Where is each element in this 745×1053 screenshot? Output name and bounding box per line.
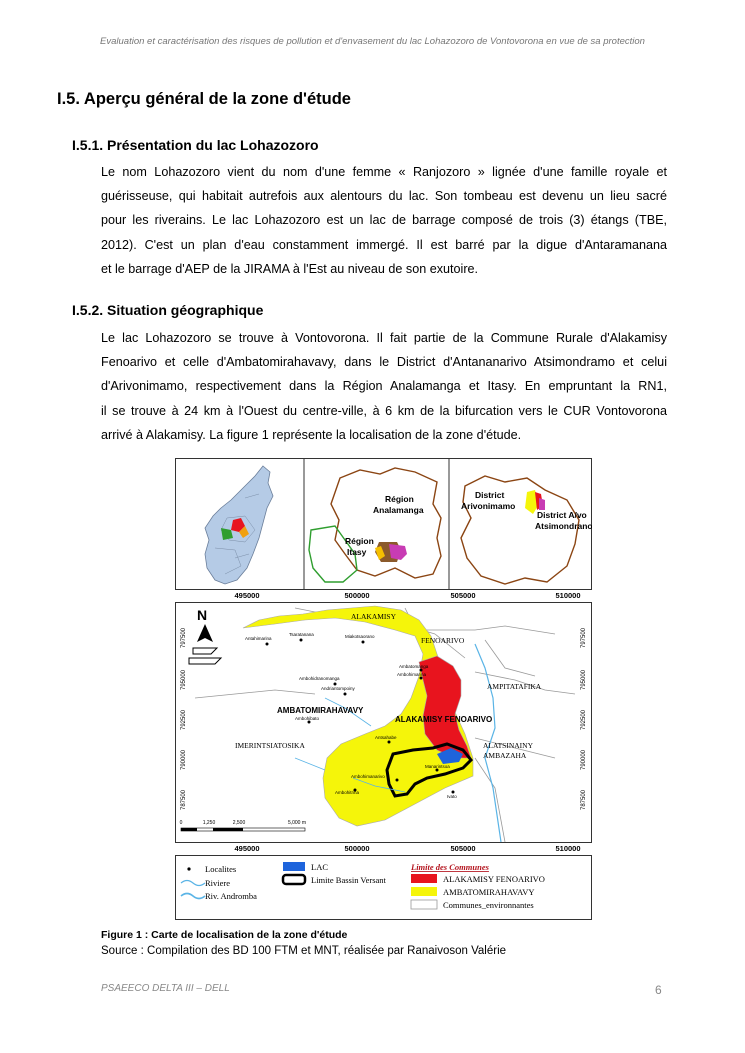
- north-label: N: [197, 607, 208, 623]
- x-tick-bottom: 500000: [344, 844, 370, 853]
- scale-label: 5,000 m: [287, 820, 307, 826]
- label-district-arivonimamo-2: Arivonimamo: [461, 501, 516, 511]
- label-fenoarivo: FENOARIVO: [421, 636, 465, 645]
- text-line: guérisseuse, qui habitait autrefois aux alentours du lac. Son tombeau est devenu un lieu sacré: [101, 189, 667, 204]
- locality-label: Ambohitrina: [335, 790, 360, 795]
- legend-riv-andromba: Riv. Andromba: [205, 891, 257, 901]
- label-ampitatafika: AMPITATAFIKA: [487, 682, 542, 691]
- locality-label: Ambohimanarivo: [351, 774, 385, 779]
- locality-label: Ivato: [447, 794, 457, 799]
- y-tick-right: 790000: [581, 749, 587, 771]
- locality-label: Ambohimarina: [397, 672, 427, 677]
- location-map: [175, 458, 592, 920]
- label-alatsinainy: ALATSINAINY: [483, 741, 533, 750]
- location-map-figure: [175, 458, 592, 920]
- text-line: pour les riverains. Le lac Lohazozoro est un lac de barrage composé de trois (3) étangs (TBE,: [101, 213, 667, 228]
- label-alakamisy: ALAKAMISY: [351, 612, 396, 621]
- text-line: Le nom Lohazozoro vient du nom d'une femme « Ranjozoro » lignée d'une famille royale et: [101, 165, 667, 179]
- page-number: 6: [655, 983, 662, 997]
- alakamisy-fenoarivo-symbol: [411, 874, 437, 883]
- x-tick-bottom: 510000: [555, 844, 581, 853]
- label-imerintsiatosika: IMERINTSIATOSIKA: [235, 741, 305, 750]
- x-tick-top: 495000: [234, 591, 260, 600]
- lac-symbol: [283, 862, 305, 871]
- label-region-itasy-2: Itasy: [347, 547, 367, 557]
- locality-label: Manarintsoa: [425, 764, 450, 769]
- label-district-atsimondrano-2: Atsimondrano: [535, 521, 592, 531]
- x-tick-top: 510000: [555, 591, 581, 600]
- text-line: 2012). C'est un plan d'eau constamment immergé. Il est barré par la digue d'Antaramanana: [101, 237, 667, 252]
- locality-label: Andriantompoiny: [321, 686, 355, 691]
- paragraph-situation: [101, 326, 667, 447]
- locality-label: Antsahabe: [375, 735, 397, 740]
- subsection-title-1: I.5.1. Présentation du lac Lohazozoro: [72, 137, 319, 153]
- running-head: Evaluation et caractérisation des risques de pollution et d'envasement du lac Lohazozoro de Vontovorona en vue de sa protection: [100, 36, 645, 47]
- ambatomirahavavy-symbol: [411, 887, 437, 896]
- legend-ambatomirahavavy: AMBATOMIRAHAVAVY: [443, 887, 535, 897]
- paragraph-presentation: [101, 160, 667, 281]
- y-tick-right: 787500: [581, 789, 587, 811]
- y-tick-left: 795000: [181, 669, 187, 691]
- text-line: il se trouve à 24 km à l'Ouest du centre-ville, à 6 km de la bifurcation vers le CUR Vontovorona: [101, 403, 667, 418]
- y-tick-right: 795000: [581, 669, 587, 691]
- label-region-analamanga-1: Région: [385, 494, 414, 504]
- figure-source: Source : Compilation des BD 100 FTM et MNT, réalisée par Ranaivoson Valérie: [101, 945, 507, 957]
- locality-label: Ambohidranomanga: [299, 676, 340, 681]
- x-tick-top: 500000: [344, 591, 370, 600]
- text-line: Le lac Lohazozoro se trouve à Vontovorona. Il fait partie de la Commune Rurale d'Alakamisy: [101, 331, 667, 345]
- label-district-arivonimamo-1: District: [475, 490, 505, 500]
- localites-symbol: [187, 867, 190, 870]
- scale-label: 2,500: [232, 820, 246, 826]
- x-tick-bottom: 495000: [234, 844, 260, 853]
- text-line: et le barrage d'AEP de la JIRAMA à l'Est au niveau de son exutoire.: [101, 261, 479, 276]
- y-tick-left: 790000: [181, 749, 187, 771]
- legend-limite-bv: Limite Bassin Versant: [311, 875, 386, 885]
- figure-caption: Figure 1 : Carte de localisation de la zone d'étude: [101, 929, 348, 941]
- subsection-title-2: I.5.2. Situation géographique: [72, 302, 264, 318]
- section-title: I.5. Aperçu général de la zone d'étude: [57, 90, 351, 108]
- footer-left: PSAEECO DELTA III – DELL: [101, 983, 230, 994]
- locality-label: Tsaratanana: [289, 632, 314, 637]
- legend-limite-title: Limite des Communes: [411, 862, 489, 872]
- label-district-atsimondrano-1: District A/vo: [537, 510, 587, 520]
- legend-environnantes: Communes_environnantes: [443, 900, 534, 910]
- y-tick-right: 792500: [581, 709, 587, 731]
- text-line: arrivé à Alakamisy. La figure 1 représente la localisation de la zone d'étude.: [101, 427, 522, 442]
- text-line: Fenoarivo et celle d'Ambatomirahavavy, dans le District d'Antananarivo Atsimondramo et celui: [101, 355, 667, 370]
- y-tick-left: 792500: [181, 709, 187, 731]
- locality-label: Miakotsaorano: [345, 634, 375, 639]
- locality-label: Ambatomanga: [399, 664, 429, 669]
- text-line: d'Arivonimamo, respectivement dans la Région Analamanga et Itasy. En empruntant la RN1,: [101, 379, 667, 394]
- legend-alakamisy-fenoarivo: ALAKAMISY FENOARIVO: [443, 874, 545, 884]
- legend-localites: Localites: [205, 864, 237, 874]
- label-alakamisy-fenoarivo: ALAKAMISY FENOARIVO: [395, 715, 493, 724]
- scale-label: 0: [179, 820, 183, 826]
- label-region-itasy-1: Région: [345, 536, 374, 546]
- locality-label: Antahimarina: [245, 636, 272, 641]
- district-purple-zone: [539, 498, 545, 510]
- x-tick-top: 505000: [450, 591, 476, 600]
- locality-label: Ambohibato: [295, 716, 320, 721]
- y-tick-right: 797500: [581, 627, 587, 649]
- label-ambazaha: AMBAZAHA: [483, 751, 527, 760]
- label-region-analamanga-2: Analamanga: [373, 505, 424, 515]
- legend-riviere: Riviere: [205, 878, 231, 888]
- legend-lac: LAC: [311, 862, 328, 872]
- scale-label: 1,250: [202, 820, 216, 826]
- environnantes-symbol: [411, 900, 437, 909]
- y-tick-left: 797500: [181, 627, 187, 649]
- x-tick-bottom: 505000: [450, 844, 476, 853]
- label-ambatomirahavavy: AMBATOMIRAHAVAVY: [277, 706, 364, 715]
- y-tick-left: 787500: [181, 789, 187, 811]
